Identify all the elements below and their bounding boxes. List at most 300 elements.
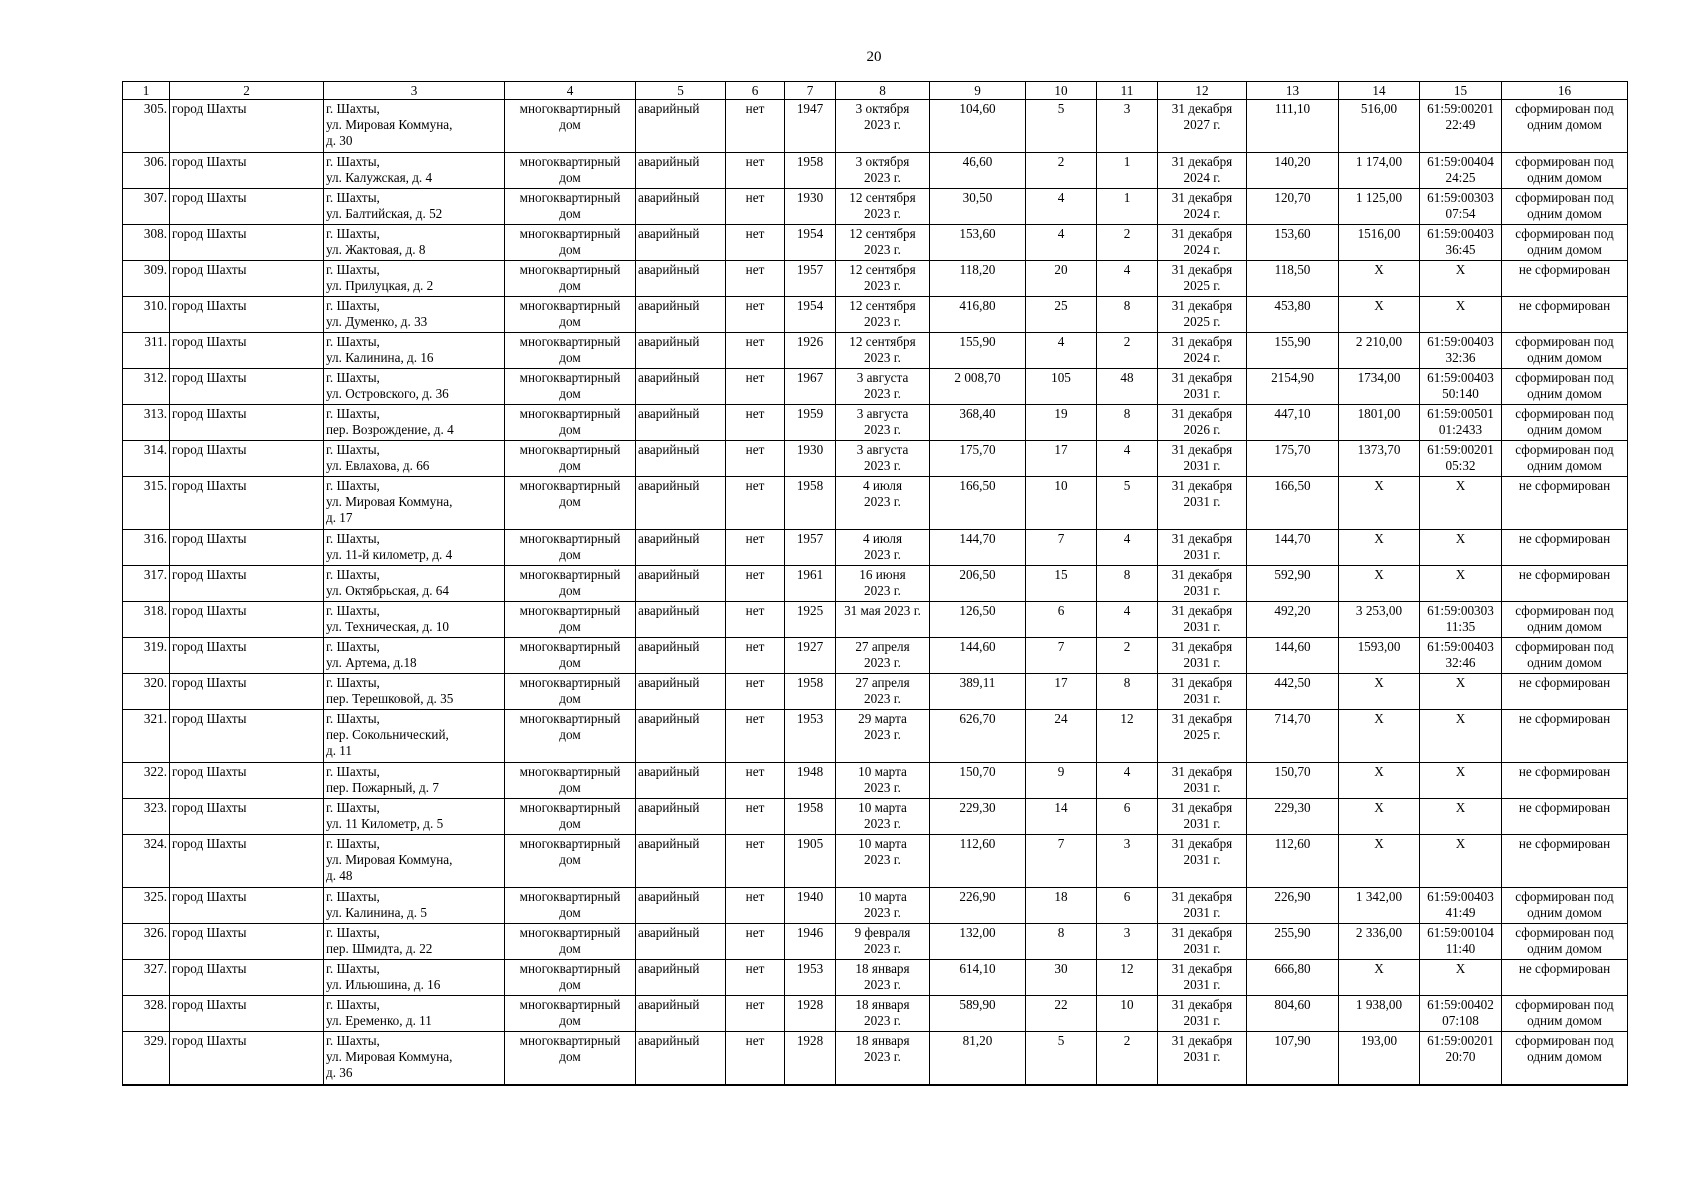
- address-cell: г. Шахты, пер. Возрождение, д. 4: [324, 405, 505, 441]
- table-row: [123, 888, 1628, 924]
- building-type-cell: многоквартирный дом: [505, 674, 636, 710]
- building-type-cell: многоквартирный дом: [505, 835, 636, 888]
- municipality-cell: город Шахты: [170, 189, 324, 225]
- area-cell: 81,20: [930, 1032, 1026, 1086]
- municipality-cell: город Шахты: [170, 710, 324, 763]
- building-type-cell: многоквартирный дом: [505, 763, 636, 799]
- year-built-cell: 1946: [785, 924, 836, 960]
- building-type-cell: многоквартирный дом: [505, 100, 636, 153]
- residents-cell: 7: [1026, 638, 1097, 674]
- condition-cell: аварийный: [636, 477, 726, 530]
- address-cell: г. Шахты, ул. Артема, д.18: [324, 638, 505, 674]
- total-area-cell: 175,70: [1247, 441, 1339, 477]
- row-number: 315.: [123, 477, 170, 530]
- residents-cell: 9: [1026, 763, 1097, 799]
- table-header: [123, 82, 1628, 100]
- land-area-cell: Х: [1339, 763, 1420, 799]
- residents-cell: 4: [1026, 189, 1097, 225]
- building-type-cell: многоквартирный дом: [505, 369, 636, 405]
- land-area-cell: Х: [1339, 566, 1420, 602]
- column-header: 1: [123, 82, 170, 100]
- address-cell: г. Шахты, ул. Балтийская, д. 52: [324, 189, 505, 225]
- year-built-cell: 1958: [785, 674, 836, 710]
- row-number: 320.: [123, 674, 170, 710]
- column-header: 3: [324, 82, 505, 100]
- table-row: [123, 297, 1628, 333]
- cadastral-number-cell: 61:59:00303 11:35: [1420, 602, 1502, 638]
- table-row: [123, 225, 1628, 261]
- land-status-cell: сформирован под одним домом: [1502, 602, 1628, 638]
- address-cell: г. Шахты, ул. Октябрьская, д. 64: [324, 566, 505, 602]
- year-built-cell: 1905: [785, 835, 836, 888]
- recognition-date-cell: 12 сентября 2023 г.: [836, 261, 930, 297]
- column-header: 15: [1420, 82, 1502, 100]
- total-area-cell: 804,60: [1247, 996, 1339, 1032]
- residents-cell: 17: [1026, 674, 1097, 710]
- area-cell: 132,00: [930, 924, 1026, 960]
- condition-cell: аварийный: [636, 566, 726, 602]
- condition-cell: аварийный: [636, 530, 726, 566]
- total-area-cell: 111,10: [1247, 100, 1339, 153]
- recognition-date-cell: 16 июня 2023 г.: [836, 566, 930, 602]
- building-type-cell: многоквартирный дом: [505, 189, 636, 225]
- apartments-cell: 2: [1097, 638, 1158, 674]
- column-header: 9: [930, 82, 1026, 100]
- apartments-cell: 4: [1097, 602, 1158, 638]
- land-status-cell: не сформирован: [1502, 799, 1628, 835]
- condition-cell: аварийный: [636, 602, 726, 638]
- residents-cell: 6: [1026, 602, 1097, 638]
- condition-cell: аварийный: [636, 369, 726, 405]
- year-built-cell: 1925: [785, 602, 836, 638]
- cadastral-number-cell: 61:59:00403 32:36: [1420, 333, 1502, 369]
- land-area-cell: Х: [1339, 960, 1420, 996]
- cadastral-number-cell: 61:59:00201 22:49: [1420, 100, 1502, 153]
- table-row: [123, 333, 1628, 369]
- condition-cell: аварийный: [636, 835, 726, 888]
- column-header: 5: [636, 82, 726, 100]
- municipality-cell: город Шахты: [170, 441, 324, 477]
- building-type-cell: многоквартирный дом: [505, 261, 636, 297]
- land-status-cell: не сформирован: [1502, 261, 1628, 297]
- total-area-cell: 140,20: [1247, 153, 1339, 189]
- value-cell: нет: [726, 638, 785, 674]
- total-area-cell: 666,80: [1247, 960, 1339, 996]
- land-area-cell: 2 336,00: [1339, 924, 1420, 960]
- apartments-cell: 2: [1097, 1032, 1158, 1086]
- building-type-cell: многоквартирный дом: [505, 924, 636, 960]
- apartments-cell: 4: [1097, 441, 1158, 477]
- apartments-cell: 6: [1097, 888, 1158, 924]
- cadastral-number-cell: 61:59:00201 20:70: [1420, 1032, 1502, 1086]
- table-row: [123, 261, 1628, 297]
- row-number: 324.: [123, 835, 170, 888]
- municipality-cell: город Шахты: [170, 566, 324, 602]
- residents-cell: 14: [1026, 799, 1097, 835]
- area-cell: 155,90: [930, 333, 1026, 369]
- condition-cell: аварийный: [636, 799, 726, 835]
- land-area-cell: 3 253,00: [1339, 602, 1420, 638]
- cadastral-number-cell: 61:59:00403 32:46: [1420, 638, 1502, 674]
- condition-cell: аварийный: [636, 297, 726, 333]
- recognition-date-cell: 9 февраля 2023 г.: [836, 924, 930, 960]
- land-status-cell: не сформирован: [1502, 763, 1628, 799]
- cadastral-number-cell: Х: [1420, 674, 1502, 710]
- cadastral-number-cell: Х: [1420, 477, 1502, 530]
- apartments-cell: 3: [1097, 835, 1158, 888]
- deadline-cell: 31 декабря 2024 г.: [1158, 189, 1247, 225]
- deadline-cell: 31 декабря 2031 г.: [1158, 835, 1247, 888]
- land-status-cell: сформирован под одним домом: [1502, 369, 1628, 405]
- land-status-cell: не сформирован: [1502, 710, 1628, 763]
- apartments-cell: 10: [1097, 996, 1158, 1032]
- apartments-cell: 4: [1097, 763, 1158, 799]
- value-cell: нет: [726, 261, 785, 297]
- recognition-date-cell: 3 октября 2023 г.: [836, 153, 930, 189]
- year-built-cell: 1967: [785, 369, 836, 405]
- year-built-cell: 1958: [785, 799, 836, 835]
- table-row: [123, 477, 1628, 530]
- land-area-cell: Х: [1339, 297, 1420, 333]
- condition-cell: аварийный: [636, 763, 726, 799]
- building-type-cell: многоквартирный дом: [505, 225, 636, 261]
- value-cell: нет: [726, 566, 785, 602]
- year-built-cell: 1957: [785, 261, 836, 297]
- table-row: [123, 100, 1628, 153]
- condition-cell: аварийный: [636, 225, 726, 261]
- recognition-date-cell: 27 апреля 2023 г.: [836, 674, 930, 710]
- residents-cell: 5: [1026, 100, 1097, 153]
- total-area-cell: 107,90: [1247, 1032, 1339, 1086]
- column-header: 16: [1502, 82, 1628, 100]
- column-header: 8: [836, 82, 930, 100]
- table-row: [123, 405, 1628, 441]
- land-status-cell: сформирован под одним домом: [1502, 924, 1628, 960]
- cadastral-number-cell: 61:59:00403 50:140: [1420, 369, 1502, 405]
- apartments-cell: 8: [1097, 566, 1158, 602]
- residents-cell: 25: [1026, 297, 1097, 333]
- deadline-cell: 31 декабря 2031 г.: [1158, 530, 1247, 566]
- recognition-date-cell: 3 августа 2023 г.: [836, 405, 930, 441]
- cadastral-number-cell: 61:59:00104 11:40: [1420, 924, 1502, 960]
- area-cell: 175,70: [930, 441, 1026, 477]
- deadline-cell: 31 декабря 2031 г.: [1158, 602, 1247, 638]
- apartments-cell: 3: [1097, 100, 1158, 153]
- area-cell: 144,70: [930, 530, 1026, 566]
- apartments-cell: 4: [1097, 261, 1158, 297]
- table-body: [123, 100, 1628, 1086]
- apartments-cell: 8: [1097, 297, 1158, 333]
- municipality-cell: город Шахты: [170, 835, 324, 888]
- table-row: [123, 369, 1628, 405]
- area-cell: 144,60: [930, 638, 1026, 674]
- land-status-cell: сформирован под одним домом: [1502, 333, 1628, 369]
- land-status-cell: сформирован под одним домом: [1502, 225, 1628, 261]
- value-cell: нет: [726, 835, 785, 888]
- area-cell: 229,30: [930, 799, 1026, 835]
- deadline-cell: 31 декабря 2031 г.: [1158, 566, 1247, 602]
- address-cell: г. Шахты, ул. Островского, д. 36: [324, 369, 505, 405]
- cadastral-number-cell: Х: [1420, 261, 1502, 297]
- building-type-cell: многоквартирный дом: [505, 710, 636, 763]
- table-row: [123, 996, 1628, 1032]
- page-number: 20: [866, 49, 882, 65]
- row-number: 305.: [123, 100, 170, 153]
- value-cell: нет: [726, 1032, 785, 1086]
- table-row: [123, 602, 1628, 638]
- cadastral-number-cell: 61:59:00201 05:32: [1420, 441, 1502, 477]
- year-built-cell: 1953: [785, 710, 836, 763]
- land-status-cell: сформирован под одним домом: [1502, 1032, 1628, 1086]
- address-cell: г. Шахты, ул. 11 Километр, д. 5: [324, 799, 505, 835]
- building-type-cell: многоквартирный дом: [505, 1032, 636, 1086]
- recognition-date-cell: 4 июля 2023 г.: [836, 530, 930, 566]
- total-area-cell: 155,90: [1247, 333, 1339, 369]
- value-cell: нет: [726, 763, 785, 799]
- land-area-cell: 1 938,00: [1339, 996, 1420, 1032]
- year-built-cell: 1947: [785, 100, 836, 153]
- condition-cell: аварийный: [636, 333, 726, 369]
- table-row: [123, 638, 1628, 674]
- deadline-cell: 31 декабря 2025 г.: [1158, 297, 1247, 333]
- recognition-date-cell: 3 августа 2023 г.: [836, 369, 930, 405]
- cadastral-number-cell: 61:59:00403 36:45: [1420, 225, 1502, 261]
- row-number: 308.: [123, 225, 170, 261]
- building-type-cell: многоквартирный дом: [505, 441, 636, 477]
- municipality-cell: город Шахты: [170, 369, 324, 405]
- area-cell: 589,90: [930, 996, 1026, 1032]
- residents-cell: 17: [1026, 441, 1097, 477]
- year-built-cell: 1959: [785, 405, 836, 441]
- year-built-cell: 1961: [785, 566, 836, 602]
- area-cell: 389,11: [930, 674, 1026, 710]
- area-cell: 416,80: [930, 297, 1026, 333]
- land-area-cell: 1373,70: [1339, 441, 1420, 477]
- row-number: 327.: [123, 960, 170, 996]
- land-area-cell: 193,00: [1339, 1032, 1420, 1086]
- condition-cell: аварийный: [636, 710, 726, 763]
- year-built-cell: 1930: [785, 441, 836, 477]
- row-number: 313.: [123, 405, 170, 441]
- value-cell: нет: [726, 530, 785, 566]
- year-built-cell: 1954: [785, 297, 836, 333]
- land-status-cell: сформирован под одним домом: [1502, 996, 1628, 1032]
- recognition-date-cell: 18 января 2023 г.: [836, 960, 930, 996]
- municipality-cell: город Шахты: [170, 1032, 324, 1086]
- land-status-cell: сформирован под одним домом: [1502, 888, 1628, 924]
- value-cell: нет: [726, 441, 785, 477]
- cadastral-number-cell: 61:59:00403 41:49: [1420, 888, 1502, 924]
- address-cell: г. Шахты, ул. Евлахова, д. 66: [324, 441, 505, 477]
- building-type-cell: многоквартирный дом: [505, 566, 636, 602]
- deadline-cell: 31 декабря 2031 г.: [1158, 674, 1247, 710]
- total-area-cell: 714,70: [1247, 710, 1339, 763]
- row-number: 310.: [123, 297, 170, 333]
- municipality-cell: город Шахты: [170, 888, 324, 924]
- building-type-cell: многоквартирный дом: [505, 996, 636, 1032]
- value-cell: нет: [726, 960, 785, 996]
- residents-cell: 30: [1026, 960, 1097, 996]
- municipality-cell: город Шахты: [170, 674, 324, 710]
- municipality-cell: город Шахты: [170, 333, 324, 369]
- deadline-cell: 31 декабря 2031 г.: [1158, 477, 1247, 530]
- apartments-cell: 2: [1097, 225, 1158, 261]
- table-row: [123, 441, 1628, 477]
- address-cell: г. Шахты, пер. Сокольнический, д. 11: [324, 710, 505, 763]
- row-number: 321.: [123, 710, 170, 763]
- apartments-cell: 2: [1097, 333, 1158, 369]
- value-cell: нет: [726, 888, 785, 924]
- land-status-cell: не сформирован: [1502, 530, 1628, 566]
- residents-cell: 4: [1026, 225, 1097, 261]
- total-area-cell: 118,50: [1247, 261, 1339, 297]
- recognition-date-cell: 10 марта 2023 г.: [836, 799, 930, 835]
- deadline-cell: 31 декабря 2031 г.: [1158, 441, 1247, 477]
- apartments-cell: 12: [1097, 710, 1158, 763]
- year-built-cell: 1930: [785, 189, 836, 225]
- column-header: 13: [1247, 82, 1339, 100]
- recognition-date-cell: 12 сентября 2023 г.: [836, 225, 930, 261]
- cadastral-number-cell: 61:59:00402 07:108: [1420, 996, 1502, 1032]
- apartments-cell: 1: [1097, 153, 1158, 189]
- recognition-date-cell: 10 марта 2023 г.: [836, 888, 930, 924]
- area-cell: 46,60: [930, 153, 1026, 189]
- table-row: [123, 1032, 1628, 1086]
- residents-cell: 18: [1026, 888, 1097, 924]
- land-area-cell: Х: [1339, 710, 1420, 763]
- deadline-cell: 31 декабря 2025 г.: [1158, 710, 1247, 763]
- apartments-cell: 12: [1097, 960, 1158, 996]
- value-cell: нет: [726, 333, 785, 369]
- row-number: 319.: [123, 638, 170, 674]
- cadastral-number-cell: 61:59:00303 07:54: [1420, 189, 1502, 225]
- condition-cell: аварийный: [636, 261, 726, 297]
- recognition-date-cell: 27 апреля 2023 г.: [836, 638, 930, 674]
- cadastral-number-cell: Х: [1420, 566, 1502, 602]
- area-cell: 153,60: [930, 225, 1026, 261]
- land-area-cell: 1734,00: [1339, 369, 1420, 405]
- building-type-cell: многоквартирный дом: [505, 530, 636, 566]
- column-header: 10: [1026, 82, 1097, 100]
- building-type-cell: многоквартирный дом: [505, 297, 636, 333]
- land-area-cell: Х: [1339, 530, 1420, 566]
- municipality-cell: город Шахты: [170, 763, 324, 799]
- row-number: 311.: [123, 333, 170, 369]
- recognition-date-cell: 18 января 2023 г.: [836, 1032, 930, 1086]
- total-area-cell: 442,50: [1247, 674, 1339, 710]
- table-row: [123, 530, 1628, 566]
- condition-cell: аварийный: [636, 674, 726, 710]
- land-status-cell: сформирован под одним домом: [1502, 405, 1628, 441]
- land-status-cell: не сформирован: [1502, 297, 1628, 333]
- row-number: 314.: [123, 441, 170, 477]
- value-cell: нет: [726, 674, 785, 710]
- table-row: [123, 763, 1628, 799]
- area-cell: 166,50: [930, 477, 1026, 530]
- year-built-cell: 1927: [785, 638, 836, 674]
- row-number: 312.: [123, 369, 170, 405]
- municipality-cell: город Шахты: [170, 477, 324, 530]
- municipality-cell: город Шахты: [170, 996, 324, 1032]
- total-area-cell: 492,20: [1247, 602, 1339, 638]
- value-cell: нет: [726, 225, 785, 261]
- total-area-cell: 447,10: [1247, 405, 1339, 441]
- apartments-cell: 8: [1097, 674, 1158, 710]
- deadline-cell: 31 декабря 2031 г.: [1158, 924, 1247, 960]
- land-status-cell: сформирован под одним домом: [1502, 153, 1628, 189]
- deadline-cell: 31 декабря 2024 г.: [1158, 225, 1247, 261]
- value-cell: нет: [726, 369, 785, 405]
- table-row: [123, 674, 1628, 710]
- land-area-cell: 2 210,00: [1339, 333, 1420, 369]
- address-cell: г. Шахты, ул. Мировая Коммуна, д. 17: [324, 477, 505, 530]
- building-type-cell: многоквартирный дом: [505, 333, 636, 369]
- column-header: 4: [505, 82, 636, 100]
- municipality-cell: город Шахты: [170, 924, 324, 960]
- total-area-cell: 112,60: [1247, 835, 1339, 888]
- year-built-cell: 1958: [785, 477, 836, 530]
- apartments-cell: 1: [1097, 189, 1158, 225]
- row-number: 316.: [123, 530, 170, 566]
- year-built-cell: 1928: [785, 996, 836, 1032]
- address-cell: г. Шахты, ул. Мировая Коммуна, д. 30: [324, 100, 505, 153]
- recognition-date-cell: 12 сентября 2023 г.: [836, 333, 930, 369]
- recognition-date-cell: 4 июля 2023 г.: [836, 477, 930, 530]
- municipality-cell: город Шахты: [170, 799, 324, 835]
- recognition-date-cell: 10 марта 2023 г.: [836, 835, 930, 888]
- municipality-cell: город Шахты: [170, 261, 324, 297]
- total-area-cell: 120,70: [1247, 189, 1339, 225]
- area-cell: 368,40: [930, 405, 1026, 441]
- cadastral-number-cell: 61:59:00404 24:25: [1420, 153, 1502, 189]
- land-area-cell: Х: [1339, 261, 1420, 297]
- address-cell: г. Шахты, ул. 11-й километр, д. 4: [324, 530, 505, 566]
- land-area-cell: 1 174,00: [1339, 153, 1420, 189]
- value-cell: нет: [726, 189, 785, 225]
- residents-cell: 15: [1026, 566, 1097, 602]
- table-row: [123, 153, 1628, 189]
- deadline-cell: 31 декабря 2031 г.: [1158, 1032, 1247, 1086]
- table-row: [123, 189, 1628, 225]
- municipality-cell: город Шахты: [170, 405, 324, 441]
- row-number: 307.: [123, 189, 170, 225]
- cadastral-number-cell: Х: [1420, 799, 1502, 835]
- municipality-cell: город Шахты: [170, 960, 324, 996]
- land-status-cell: не сформирован: [1502, 835, 1628, 888]
- apartments-cell: 3: [1097, 924, 1158, 960]
- address-cell: г. Шахты, пер. Пожарный, д. 7: [324, 763, 505, 799]
- row-number: 325.: [123, 888, 170, 924]
- building-type-cell: многоквартирный дом: [505, 153, 636, 189]
- area-cell: 150,70: [930, 763, 1026, 799]
- recognition-date-cell: 31 мая 2023 г.: [836, 602, 930, 638]
- value-cell: нет: [726, 297, 785, 333]
- year-built-cell: 1928: [785, 1032, 836, 1086]
- building-type-cell: многоквартирный дом: [505, 405, 636, 441]
- address-cell: г. Шахты, ул. Мировая Коммуна, д. 36: [324, 1032, 505, 1086]
- land-area-cell: 1801,00: [1339, 405, 1420, 441]
- land-area-cell: 516,00: [1339, 100, 1420, 153]
- land-area-cell: 1 125,00: [1339, 189, 1420, 225]
- municipality-cell: город Шахты: [170, 638, 324, 674]
- housing-registry-table: [122, 81, 1628, 1086]
- column-header: 7: [785, 82, 836, 100]
- residents-cell: 7: [1026, 530, 1097, 566]
- address-cell: г. Шахты, ул. Думенко, д. 33: [324, 297, 505, 333]
- address-cell: г. Шахты, пер. Шмидта, д. 22: [324, 924, 505, 960]
- area-cell: 104,60: [930, 100, 1026, 153]
- residents-cell: 2: [1026, 153, 1097, 189]
